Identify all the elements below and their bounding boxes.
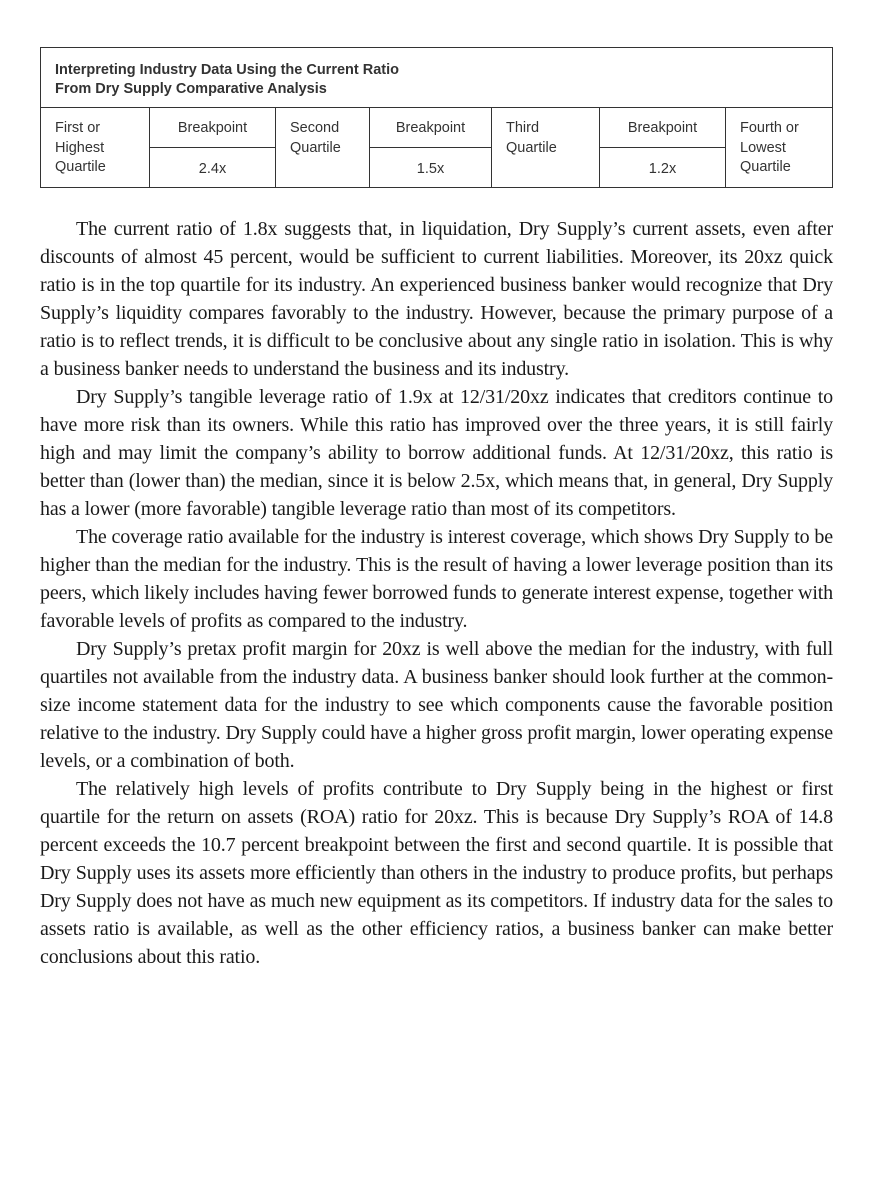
breakpoint-3-value: 1.2x <box>648 161 677 177</box>
breakpoint-2-value: 1.5x <box>416 161 445 177</box>
paragraph-return-on-assets: The relatively high levels of profits contribute to Dry Supply being in the highest or first quartile for the return on assets (ROA) ratio for 20xz. This is because Dry Supply’s ROA of 14.8 percent exceeds the 10.7 percent breakpoint between the first and second quartile. It is possible that Dry Supply uses its assets more efficiently than others in the industry to produce profits, but perhaps Dry Supply does not have as much new equipment as its competitors. If industry data for the sales to assets ratio is available, as well as the other efficiency ratios, a business banker can make better conclusions about this ratio. <box>40 778 833 968</box>
quartile-third-line-2: Quartile <box>506 139 557 156</box>
breakpoint-2-label: Breakpoint <box>370 108 491 148</box>
quartile-first <box>41 108 149 188</box>
quartile-fourth-line-3: Quartile <box>740 159 791 175</box>
quartile-third-line-1: Third <box>506 120 540 136</box>
figure-title-line-2: From Dry Supply Comparative Analysis <box>55 81 327 97</box>
quartile-fourth-line-1: Fourth or <box>740 120 799 136</box>
quartile-second <box>275 108 369 188</box>
figure-title-line-1: Interpreting Industry Data Using the Current Ratio <box>55 62 399 78</box>
paragraph-coverage-ratio: The coverage ratio available for the industry is interest coverage, which shows Dry Supply to be higher than the median for the industry. This is the result of having a lower leverage position than its peers, which likely includes having fewer borrowed funds to generate interest expense, together with favorable levels of profits as compared to the industry. <box>40 526 833 632</box>
quartile-first-line-1: First or <box>55 120 101 136</box>
quartile-second-line-1: Second <box>290 120 340 136</box>
quartile-third <box>491 108 599 188</box>
quartile-fourth <box>725 108 832 188</box>
quartile-second-line-2: Quartile <box>290 139 341 156</box>
breakpoint-2 <box>369 108 491 188</box>
paragraph-tangible-leverage: Dry Supply’s tangible leverage ratio of 1.9x at 12/31/20xz indicates that creditors continue to have more risk than its owners. While this ratio has improved over the three years, it is still fairly high and may limit the company’s ability to borrow additional funds. At 12/31/20xz, this ratio is better than (lower than) the median, since it is below 2.5x, which means that, in general, Dry Supply has a lower (more favorable) tangible leverage ratio than most of its competitors. <box>40 386 833 520</box>
quartile-row <box>41 108 832 188</box>
breakpoint-3-label: Breakpoint <box>600 108 725 148</box>
paragraph-current-ratio: The current ratio of 1.8x suggests that, in liquidation, Dry Supply’s current assets, even after discounts of almost 45 percent, would be sufficient to current liabilities. Moreover, its 20xz quick ratio is in the top quartile for its industry. An experienced business banker would recognize that Dry Supply’s liquidity compares favorably to the industry. However, because the primary purpose of a ratio is to reflect trends, it is difficult to be conclusive about any single ratio in isolation. This is why a business banker needs to understand the business and its industry. <box>40 218 833 380</box>
breakpoint-1 <box>149 108 275 188</box>
figure-title <box>41 48 832 108</box>
quartile-first-line-3: Quartile <box>55 159 106 175</box>
paragraph-pretax-profit-margin: Dry Supply’s pretax profit margin for 20xz is well above the median for the industry, with full quartiles not available from the industry data. A business banker should look further at the common-size income statement data for the industry to see which components cause the favorable position relative to the industry. Dry Supply could have a higher gross profit margin, lower operating expense levels, or a combination of both. <box>40 638 833 772</box>
body-text <box>40 215 833 971</box>
breakpoint-1-label: Breakpoint <box>150 108 275 148</box>
breakpoint-3 <box>599 108 725 188</box>
breakpoint-1-value: 2.4x <box>198 161 227 177</box>
current-ratio-figure <box>40 47 833 188</box>
quartile-fourth-line-2: Lowest <box>740 139 786 156</box>
quartile-first-line-2: Highest <box>55 139 105 156</box>
